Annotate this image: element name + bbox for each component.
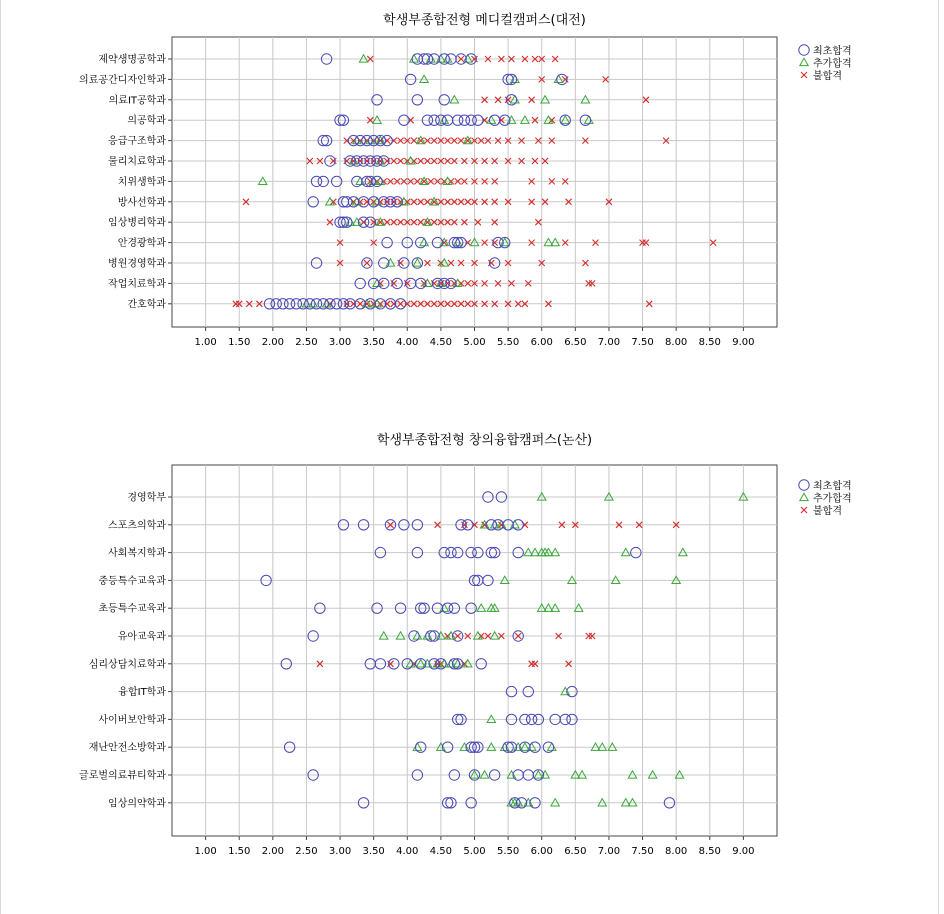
x-tick-label: 6.00 — [530, 337, 553, 348]
y-category-label: 융합IT학과 — [118, 687, 166, 699]
chart-title: 학생부종합전형 메디컬캠퍼스(대전) — [383, 13, 586, 28]
x-tick-label: 2.00 — [261, 846, 284, 857]
x-tick-label: 1.50 — [228, 337, 251, 348]
y-category-label: 사이버보안학과 — [98, 714, 166, 726]
x-tick-label: 5.00 — [463, 337, 486, 348]
x-tick-label: 5.50 — [496, 337, 520, 348]
legend-label: 최초합격 — [813, 46, 852, 57]
y-category-label: 초등특수교육과 — [98, 603, 166, 615]
y-category-label: 물리치료학과 — [108, 156, 166, 168]
y-category-label: 작업치료학과 — [108, 278, 166, 290]
legend-label: 추가합격 — [813, 58, 852, 70]
x-tick-label: 5.50 — [496, 846, 520, 857]
x-tick-label: 1.00 — [194, 337, 217, 348]
chart-creative-campus — [0, 420, 944, 857]
legend-label: 추가합격 — [813, 493, 852, 505]
x-tick-label: 8.00 — [665, 846, 688, 857]
x-tick-label: 4.00 — [396, 337, 419, 348]
chart-medical-campus-svg — [0, 0, 944, 348]
x-tick-label: 1.50 — [228, 846, 251, 857]
legend-marker-circle — [799, 480, 809, 490]
x-tick-label: 4.00 — [396, 846, 419, 857]
x-tick-label: 2.00 — [261, 337, 284, 348]
x-tick-label: 8.50 — [698, 337, 721, 348]
x-tick-label: 4.50 — [429, 337, 453, 348]
x-tick-label: 4.50 — [429, 846, 453, 857]
legend-marker-circle — [799, 45, 809, 55]
x-tick-label: 6.00 — [530, 846, 553, 857]
y-category-label: 글로벌의료뷰티학과 — [79, 770, 166, 782]
x-tick-label: 3.00 — [328, 337, 352, 348]
y-category-label: 간호학과 — [127, 299, 166, 311]
x-tick-label: 3.50 — [362, 337, 385, 348]
x-tick-label: 3.50 — [362, 846, 385, 857]
y-category-label: 의료공간디자인학과 — [79, 74, 166, 86]
legend-marker-triangle — [800, 58, 808, 65]
y-category-label: 안경광학과 — [117, 238, 166, 250]
legend — [799, 44, 852, 82]
y-category-label: 응급구조학과 — [108, 136, 166, 148]
legend-marker-x — [801, 507, 807, 513]
y-category-label: 경영학부 — [127, 492, 166, 504]
y-category-label: 중등특수교육과 — [98, 575, 166, 587]
y-category-label: 유아교육과 — [117, 631, 166, 643]
y-category-label: 스포츠의학과 — [108, 520, 166, 532]
legend — [799, 479, 852, 517]
y-category-label: 방사선학과 — [117, 197, 166, 209]
x-tick-label: 2.50 — [295, 846, 318, 857]
x-tick-label: 7.00 — [597, 337, 621, 348]
legend-label: 불합격 — [813, 506, 842, 517]
y-category-label: 치위생학과 — [117, 176, 166, 188]
x-tick-label: 7.00 — [597, 846, 621, 857]
y-category-label: 의공학과 — [127, 115, 166, 127]
x-tick-label: 7.50 — [631, 337, 654, 348]
y-category-label: 사회복지학과 — [108, 548, 166, 560]
x-tick-label: 7.50 — [631, 846, 654, 857]
x-tick-label: 5.00 — [463, 846, 486, 857]
x-tick-label: 9.00 — [732, 846, 755, 857]
x-tick-label: 8.00 — [665, 337, 688, 348]
y-category-label: 제약생명공학과 — [98, 54, 166, 66]
legend-marker-x — [801, 72, 807, 78]
x-tick-label: 6.50 — [564, 846, 587, 857]
x-tick-label: 6.50 — [564, 337, 587, 348]
x-tick-label: 1.00 — [194, 846, 217, 857]
chart-creative-campus-svg — [0, 420, 944, 857]
x-tick-label: 3.00 — [328, 846, 352, 857]
y-category-label: 임상의약학과 — [108, 798, 166, 810]
x-tick-label: 8.50 — [698, 846, 721, 857]
legend-label: 최초합격 — [813, 481, 852, 492]
chart-medical-campus — [0, 0, 944, 348]
legend-label: 불합격 — [813, 71, 842, 82]
legend-marker-triangle — [800, 493, 808, 500]
y-category-label: 병원경영학과 — [108, 258, 166, 270]
y-category-label: 심리상담치료학과 — [88, 659, 166, 671]
y-category-label: 의료IT공학과 — [108, 95, 166, 107]
x-tick-label: 2.50 — [295, 337, 318, 348]
x-tick-label: 9.00 — [732, 337, 755, 348]
y-category-label: 임상병리학과 — [108, 217, 166, 229]
y-category-label: 재난안전소방학과 — [88, 742, 166, 754]
chart-title: 학생부종합전형 창의융합캠퍼스(논산) — [376, 433, 593, 448]
